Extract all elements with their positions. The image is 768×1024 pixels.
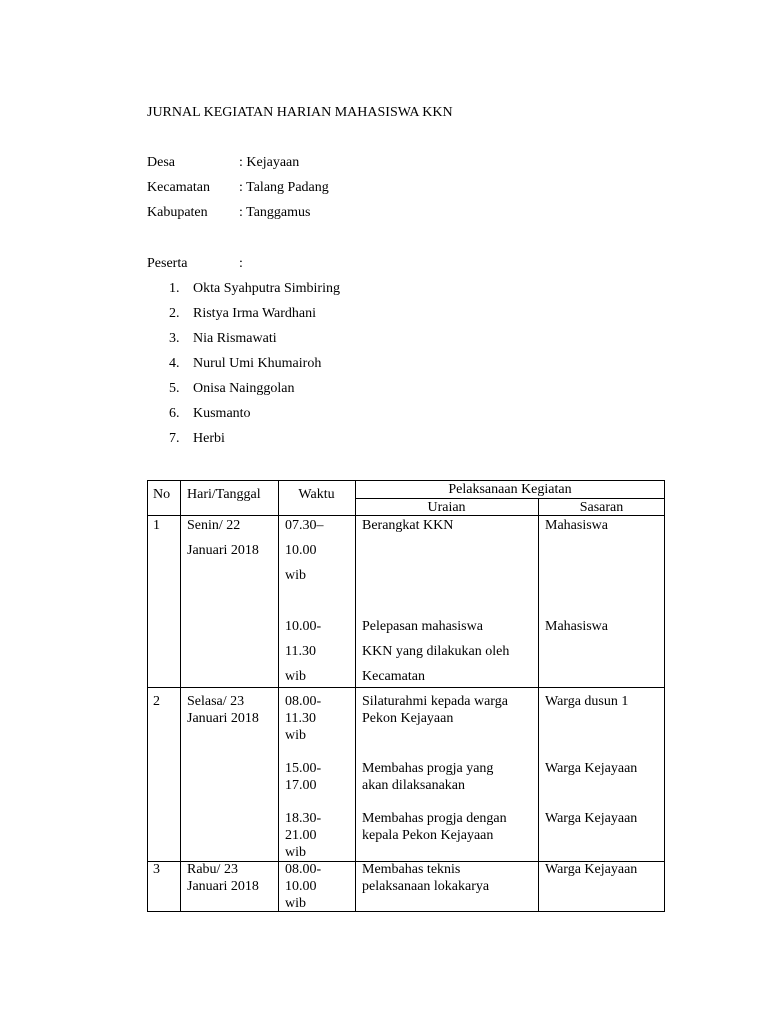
time-unit: wib bbox=[285, 845, 306, 860]
time-start: 15.00- bbox=[285, 761, 322, 776]
desa-value: : Kejayaan bbox=[239, 155, 300, 170]
participant-name: Nia Rismawati bbox=[193, 331, 277, 346]
row-number: 3 bbox=[153, 862, 160, 877]
activity-table bbox=[147, 480, 665, 912]
participant-number: 6. bbox=[169, 406, 180, 421]
time-end: 10.00 bbox=[285, 543, 317, 558]
time-unit: wib bbox=[285, 669, 306, 684]
page-title: JURNAL KEGIATAN HARIAN MAHASISWA KKN bbox=[147, 105, 453, 120]
activity-target: Warga Kejayaan bbox=[545, 862, 638, 877]
time-end: 11.30 bbox=[285, 711, 316, 726]
header-activity-group: Pelaksanaan Kegiatan bbox=[448, 482, 572, 497]
participant-name: Onisa Nainggolan bbox=[193, 381, 295, 396]
activity-description: Pekon Kejayaan bbox=[362, 711, 454, 726]
kecamatan-label: Kecamatan bbox=[147, 180, 210, 195]
activity-description: pelaksanaan lokakarya bbox=[362, 879, 490, 894]
activity-target: Warga Kejayaan bbox=[545, 761, 638, 776]
row-date-day: Selasa/ 23 bbox=[187, 694, 245, 709]
desa-label: Desa bbox=[147, 155, 175, 170]
row-number: 1 bbox=[153, 518, 160, 533]
activity-target: Warga Kejayaan bbox=[545, 811, 638, 826]
participant-number: 5. bbox=[169, 381, 180, 396]
participant-name: Kusmanto bbox=[193, 406, 251, 421]
participant-number: 2. bbox=[169, 306, 180, 321]
time-start: 10.00- bbox=[285, 619, 322, 634]
participant-name: Herbi bbox=[193, 431, 225, 446]
table-border bbox=[664, 480, 665, 912]
participant-number: 3. bbox=[169, 331, 180, 346]
time-unit: wib bbox=[285, 568, 306, 583]
table-border bbox=[278, 480, 279, 912]
participant-name: Ristya Irma Wardhani bbox=[193, 306, 317, 321]
time-start: 08.00- bbox=[285, 694, 322, 709]
activity-description: kepala Pekon Kejayaan bbox=[362, 828, 494, 843]
time-end: 11.30 bbox=[285, 644, 316, 659]
kecamatan-value: : Talang Padang bbox=[239, 180, 329, 195]
participant-name: Okta Syahputra Simbiring bbox=[193, 281, 340, 296]
table-border bbox=[355, 480, 356, 912]
activity-description: akan dilaksanakan bbox=[362, 778, 466, 793]
table-border bbox=[147, 911, 665, 912]
activity-description: Membahas teknis bbox=[362, 862, 461, 877]
activity-description: Silaturahmi kepada warga bbox=[362, 694, 508, 709]
row-date-day: Senin/ 22 bbox=[187, 518, 241, 533]
activity-description: Pelepasan mahasiswa bbox=[362, 619, 483, 634]
time-unit: wib bbox=[285, 728, 306, 743]
time-start: 08.00- bbox=[285, 862, 322, 877]
row-date-month: Januari 2018 bbox=[187, 543, 259, 558]
activity-target: Mahasiswa bbox=[545, 619, 608, 634]
kabupaten-label: Kabupaten bbox=[147, 205, 208, 220]
activity-target: Warga dusun 1 bbox=[545, 694, 629, 709]
participants-label: Peserta bbox=[147, 256, 188, 271]
header-date: Hari/Tanggal bbox=[187, 487, 261, 502]
header-uraian: Uraian bbox=[427, 500, 466, 515]
participant-number: 4. bbox=[169, 356, 180, 371]
table-border bbox=[147, 687, 665, 688]
header-time: Waktu bbox=[298, 487, 335, 502]
row-date-month: Januari 2018 bbox=[187, 711, 259, 726]
activity-description: Kecamatan bbox=[362, 669, 425, 684]
time-start: 18.30- bbox=[285, 811, 322, 826]
row-date-day: Rabu/ 23 bbox=[187, 862, 238, 877]
time-end: 10.00 bbox=[285, 879, 317, 894]
activity-target: Mahasiswa bbox=[545, 518, 608, 533]
participants-colon: : bbox=[239, 256, 243, 271]
table-border bbox=[147, 480, 148, 912]
time-unit: wib bbox=[285, 896, 306, 911]
header-sasaran: Sasaran bbox=[579, 500, 624, 515]
participant-number: 1. bbox=[169, 281, 180, 296]
kabupaten-value: : Tanggamus bbox=[239, 205, 311, 220]
row-date-month: Januari 2018 bbox=[187, 879, 259, 894]
activity-description: Berangkat KKN bbox=[362, 518, 454, 533]
time-end: 21.00 bbox=[285, 828, 317, 843]
row-number: 2 bbox=[153, 694, 160, 709]
participant-number: 7. bbox=[169, 431, 180, 446]
header-no: No bbox=[153, 487, 171, 502]
activity-description: Membahas progja yang bbox=[362, 761, 494, 776]
activity-description: Membahas progja dengan bbox=[362, 811, 507, 826]
table-border bbox=[538, 498, 539, 912]
time-end: 17.00 bbox=[285, 778, 317, 793]
time-start: 07.30– bbox=[285, 518, 324, 533]
table-border bbox=[180, 480, 181, 912]
activity-description: KKN yang dilakukan oleh bbox=[362, 644, 510, 659]
participant-name: Nurul Umi Khumairoh bbox=[193, 356, 322, 371]
